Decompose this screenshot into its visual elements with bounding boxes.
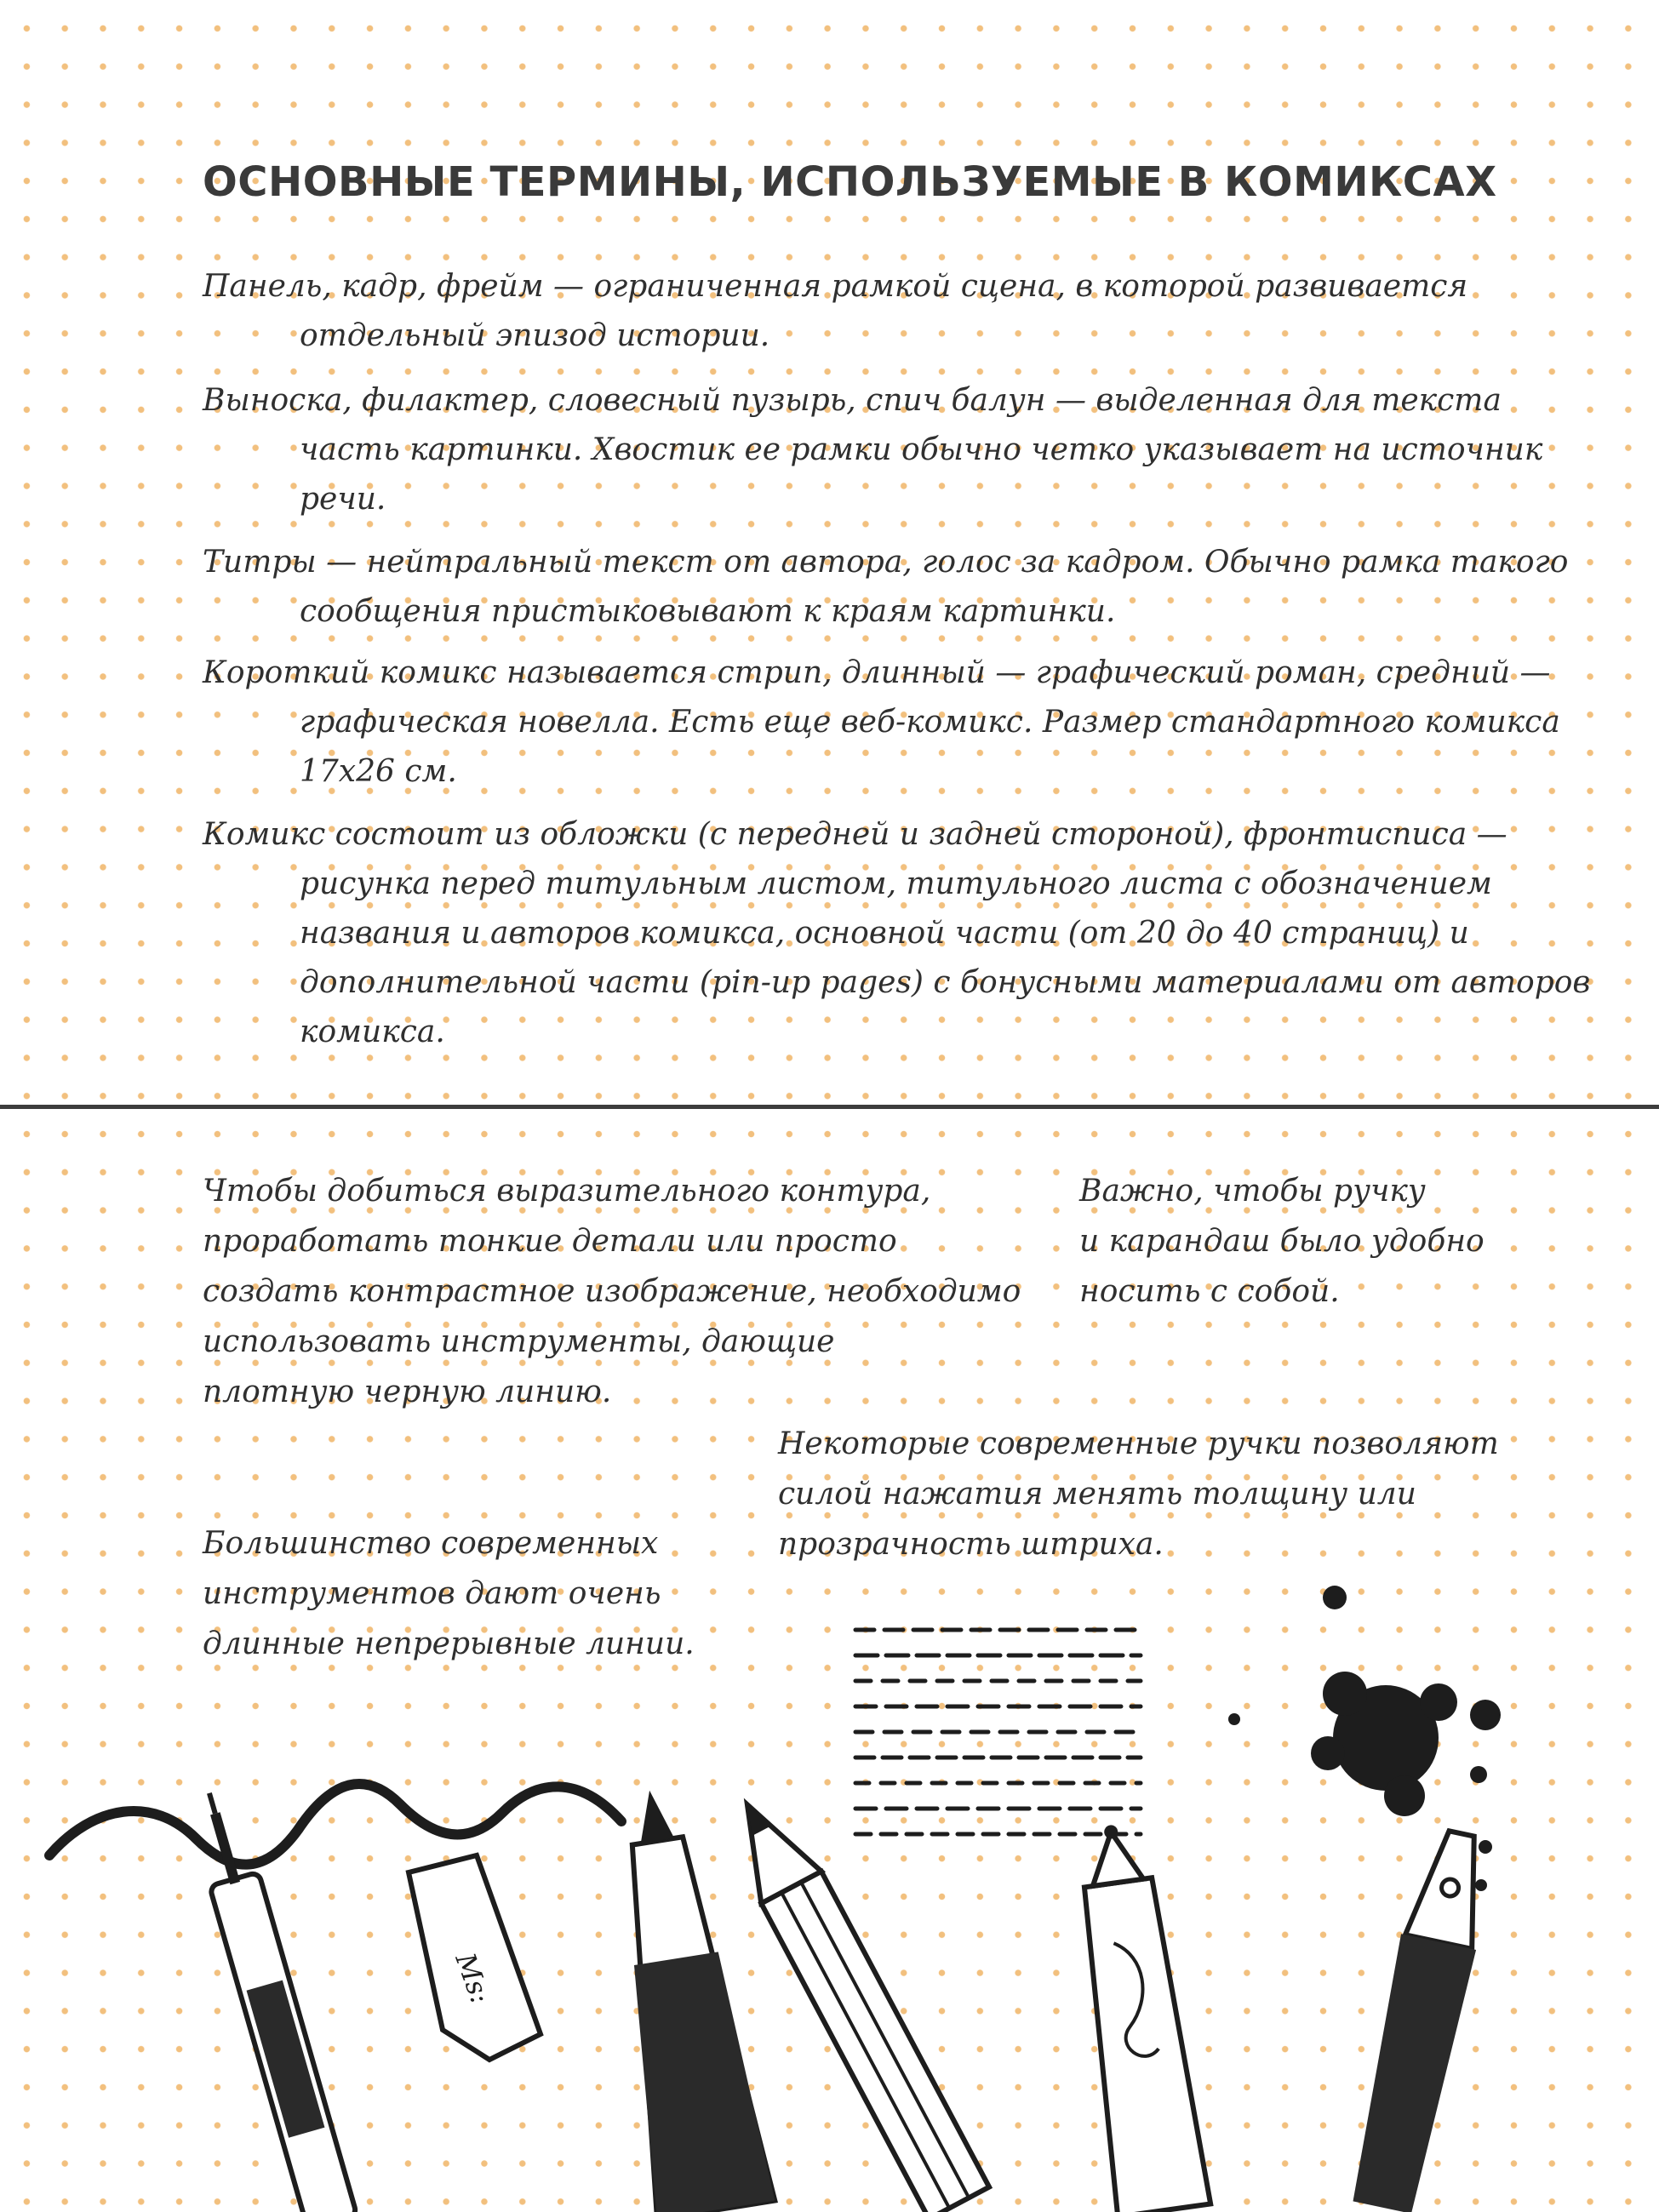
note-pressure: Некоторые современные ручки позволяют силой нажатия менять толщину или прозрачность штриха. <box>778 1426 1499 1562</box>
term-speech-balloon: Выноска, филактер, словесный пузырь, спич балун — выделенная для текста часть картинки. Хвостик ее рамки обычно четко указывает на источник речи. <box>203 383 1543 517</box>
note-portable: Важно, чтобы ручку и карандаш было удобно носить с собой. <box>1079 1174 1485 1309</box>
gel-pen-drawing <box>1064 1819 1211 2212</box>
eraser-drawing <box>409 1855 541 2060</box>
note-long-lines: Большинство современных инструментов дают очень длинные непрерывные линии. <box>203 1526 695 1661</box>
term-panel: Панель, кадр, фрейм — ограниченная рамкой сцена, в которой развивается отдельный эпизод истории. <box>203 269 1468 353</box>
hatching-strokes-drawing <box>855 1630 1141 1834</box>
page-title: ОСНОВНЫЕ ТЕРМИНЫ, ИСПОЛЬЗУЕМЫЕ В КОМИКСАХ <box>203 158 1497 206</box>
term-captions: Титры — нейтральный текст от автора, голос за кадром. Обычно рамка такого сообщения пристыковывают к краям картинки. <box>203 545 1569 629</box>
wavy-stroke <box>49 1784 621 1865</box>
note-contour: Чтобы добиться выразительного контура, проработать тонкие детали или просто создать контрастное изображение, необходимо использовать инструменты, дающие плотную черную линию. <box>203 1174 1021 1409</box>
marker-drawing <box>591 1781 775 2212</box>
svg-text:Ms:: Ms: <box>449 1948 497 2009</box>
wavy-line <box>51 2195 477 2212</box>
term-comic-length: Короткий комикс называется стрип, длинный — графический роман, средний — графическая новелла. Есть еще веб-комикс. Размер стандартного комикса 17х26 см. <box>203 655 1560 789</box>
term-comic-structure: Комикс состоит из обложки (с передней и задней стороной), фронтисписа — рисунка перед титульным листом, титульного листа с обозначением названия и авторов комикса, основной части (от 20 до 40 страниц) и дополнительной части (pin-up pages) с бонусными материалами от авторов комикса. <box>203 817 1591 1049</box>
